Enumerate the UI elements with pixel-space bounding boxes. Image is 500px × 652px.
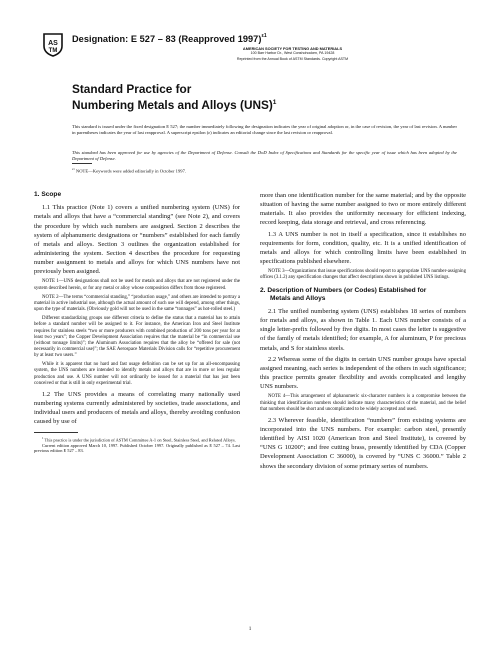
section-1-heading: 1. Scope [34,191,62,198]
note-2-final: While it is apparent that no hard and fast usage definition can be set up for an all-encompassing system, the UNS numbers are intended to identify metals and alloys that are in more or less regular production and use. A UNS number will not ordinarily be issued for a material that has just been conceived or that is still in only experimental trial. [34,362,240,386]
note-2: NOTE 2—The terms “commercial standing,” “production usage,” and others are intended to portray a material in active industrial use, although the actual amount of such use will depend, among other things, upon the type of materials. (Obviously gold will not be used in the same “tonnages” as hot-rolled steel.) [34,294,240,313]
left-column [34,191,240,454]
editorial-rule [72,163,92,164]
paragraph-1-2-continued: more than one identification number for the same material; and by the opposite situation of having the same number assigned to two or more entirely different materials. It also provides the uniformity necessary for efficient indexing, record keeping, data storage and retrieval, and cross referencing. [260,192,466,227]
note-2-continued: Different standardizing groups use different criteria to define the status that a material has to attain before a standard number will be assigned to it. For instance, the American Iron and Steel Institute requires for stainless steels “two or more producers with combined production of 200 tons per year for at least two years”; the Copper Development Association requires that the material be “in commercial use (without tonnage limits)”; the Aluminum Association requires that the alloy be “offered for sale (not necessarily in commercial use)”; the SAE Aerospace Materials Division calls for “repetitive procurement by at least two users.” [34,316,240,359]
paragraph-2-1: 2.1 The unified numbering system (UNS) establishes 18 series of numbers for metals and alloys, as shown in Table 1. Each UNS number consists of a single letter-prefix followed by five digits. In most cases the letter is suggestive of the family of metals identified; for example, A for aluminum, P for precious metals, and S for stainless steels. [260,307,466,352]
note-1: NOTE 1—UNS designations shall not be used for metals and alloys that are not registered under the system described herein, or for any metal or alloy whose composition differs from those registered. [34,279,240,291]
astm-logo-icon [42,31,64,57]
footnote-1: $^1$ This practice is under the jurisdiction of ASTM Committee A-1 on Steel, Stainless Steel, and Related Alloys. [42,435,236,443]
footnote-edition: Current edition approved March 10, 1997. Published October 1997. Originally published as E 527 – 74. Last previous edition E 527 – 83. [34,442,240,454]
note-4: NOTE 4—This arrangement of alphanumeric six-character numbers is a compromise between the thinking that identification numbers should indicate many characteristics of the material, and the belief that numbers should be short and uncomplicated to be widely accepted and used. [260,394,466,412]
right-column [260,191,466,473]
designation: Designation: E 527 – 83 (Reapproved 1997)$^{\varepsilon 1}$ [72,33,267,45]
paragraph-1-2: 1.2 The UNS provides a means of correlating many nationally used numbering systems currently administered by societies, trade associations, and individual users and producers of metals and alloys, thereby avoiding confusion caused by use of [34,390,240,426]
paragraph-2-2: 2.2 Whereas some of the digits in certain UNS number groups have special assigned meaning, each series is independent of the others in such significance; this practice permits greater flexibility and avoids complicated and lengthy UNS numbers. [260,355,466,391]
note-3: NOTE 3—Organizations that issue specifications should report to appropriate UNS number-assigning offices (3.1.2) any specification changes that affect descriptions shown in published UNS listings. [260,269,466,281]
publisher-copyright: Reprinted from the Annual Book of ASTM Standards. Copyright ASTM [236,56,349,61]
publisher-address: 100 Barr Harbor Dr., West Conshohocken, PA 19428 [250,51,335,56]
editorial-note: $^{\varepsilon 1}$ NOTE—Keywords were added editorially in October 1997. [72,167,187,174]
publisher-block [190,46,395,62]
document-title: Standard Practice for Numbering Metals and Alloys (UNS)$^1$ [72,82,277,113]
publisher-name: AMERICAN SOCIETY FOR TESTING AND MATERIALS [242,46,343,51]
paragraph-2-3: 2.3 Wherever feasible, identification “numbers” from existing systems are incorporated into the UNS numbers. For example: carbon steel, presently identified by AISI 1020 (American Iron and Steel Institute), is covered by “UNS G 10200”; and free cutting brass, presently identified by CDA (Copper Development Association C 36000), is covered by “UNS C 36000.” Table 2 shows the secondary division of some primary series of numbers. [260,416,466,470]
issue-statement: This standard is issued under the fixed designation E 527; the number immediately following the designation indicates the year of original adoption or, in the case of revision, the year of last revision. A number in parentheses indicates the year of last reapproval. A superscript epsilon (ε) indicates an editorial change since the last revision or reapproval. [72,124,457,135]
svg-text:AS: AS [48,40,58,47]
section-2-heading: 2. Description of Numbers (or Codes) Established for Metals and Alloys [260,286,427,302]
paragraph-1-1: 1.1 This practice (Note 1) covers a unified numbering system (UNS) for metals and alloys that have a “commercial standing” (see Note 2), and covers the procedure by which such numbers are assigned. Section 2 describes the system of alphanumeric designations or “numbers” established for each family of metals and alloys. Section 3 outlines the organization established for administering the system. Section 4 describes the procedure for requesting number assignment to metals and alloys for which UNS numbers have not previously been assigned. [34,204,240,276]
paragraph-1-3: 1.3 A UNS number is not in itself a specification, since it establishes no requirements for form, condition, quality, etc. It is a unified identification of metals and alloys for which controlling limits have been established in specifications published elsewhere. [260,230,466,266]
dod-statement: This standard has been approved for use by agencies of the Department of Defense. Consult the DoD Index of Specifications and Standards for the specific year of issue which has been adopted by the Department of Defense. [72,150,457,161]
svg-text:TM: TM [48,48,58,54]
footnote-rule [34,432,78,433]
page-number: 1 [248,626,252,632]
